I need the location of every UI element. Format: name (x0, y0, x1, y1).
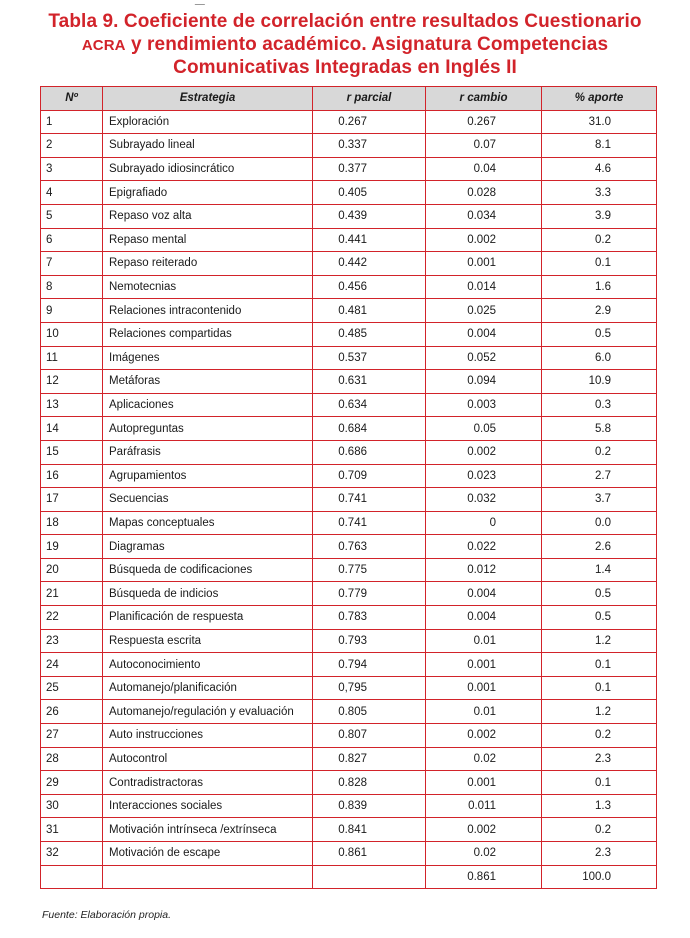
table-row (41, 393, 657, 417)
row-number: 14 (41, 417, 103, 441)
row-r-cambio: 0.002 (426, 724, 542, 748)
table-row (41, 676, 657, 700)
row-estrategia: Repaso voz alta (103, 204, 313, 228)
row-estrategia: Contradistractoras (103, 771, 313, 795)
row-number: 25 (41, 676, 103, 700)
row-number: 26 (41, 700, 103, 724)
row-r-parcial: 0.828 (313, 771, 426, 795)
row-estrategia: Exploración (103, 110, 313, 134)
row-estrategia (103, 865, 313, 889)
row-number: 10 (41, 322, 103, 346)
row-r-cambio: 0 (426, 511, 542, 535)
row-r-parcial: 0.456 (313, 275, 426, 299)
table-row (41, 134, 657, 158)
row-r-cambio: 0.028 (426, 181, 542, 205)
table-body (41, 110, 657, 889)
table-row (41, 440, 657, 464)
row-number: 30 (41, 794, 103, 818)
row-aporte: 0.1 (542, 653, 657, 677)
table-row (41, 346, 657, 370)
row-number: 15 (41, 440, 103, 464)
row-number: 9 (41, 299, 103, 323)
row-r-parcial: 0.794 (313, 653, 426, 677)
row-r-parcial: 0.741 (313, 488, 426, 512)
row-aporte: 0.2 (542, 440, 657, 464)
row-aporte: 4.6 (542, 157, 657, 181)
table-row (41, 771, 657, 795)
row-number: 31 (41, 818, 103, 842)
table-row (41, 865, 657, 889)
row-number: 16 (41, 464, 103, 488)
table-row (41, 370, 657, 394)
table-row (41, 417, 657, 441)
title-line-1: Tabla 9. Coeficiente de correlación entre resultados Cuestionario (48, 11, 642, 32)
table-row (41, 299, 657, 323)
row-estrategia: Búsqueda de indicios (103, 582, 313, 606)
table-row (41, 724, 657, 748)
row-r-parcial: 0.709 (313, 464, 426, 488)
row-r-cambio: 0.07 (426, 134, 542, 158)
row-aporte: 0.1 (542, 252, 657, 276)
row-r-cambio: 0.861 (426, 865, 542, 889)
row-number: 29 (41, 771, 103, 795)
row-r-parcial: 0.763 (313, 535, 426, 559)
row-estrategia: Relaciones compartidas (103, 322, 313, 346)
row-r-parcial: 0.827 (313, 747, 426, 771)
row-r-cambio: 0.014 (426, 275, 542, 299)
source-note: Fuente: Elaboración propia. (42, 909, 171, 921)
row-number: 4 (41, 181, 103, 205)
row-r-cambio: 0.002 (426, 440, 542, 464)
row-aporte: 0.2 (542, 724, 657, 748)
row-aporte: 2.6 (542, 535, 657, 559)
row-number: 28 (41, 747, 103, 771)
table-row (41, 464, 657, 488)
row-aporte: 3.9 (542, 204, 657, 228)
row-number: 18 (41, 511, 103, 535)
row-r-parcial (313, 865, 426, 889)
row-number (41, 865, 103, 889)
row-r-cambio: 0.001 (426, 252, 542, 276)
row-r-parcial: 0.439 (313, 204, 426, 228)
row-estrategia: Mapas conceptuales (103, 511, 313, 535)
row-r-cambio: 0.034 (426, 204, 542, 228)
row-r-cambio: 0.02 (426, 842, 542, 866)
table-row (41, 700, 657, 724)
row-r-parcial: 0.377 (313, 157, 426, 181)
row-aporte: 2.3 (542, 842, 657, 866)
row-estrategia: Epigrafiado (103, 181, 313, 205)
title-line-3: Comunicativas Integradas en Inglés II (173, 57, 517, 78)
header-r-cambio: r cambio (426, 87, 542, 111)
table-row (41, 535, 657, 559)
row-estrategia: Motivación de escape (103, 842, 313, 866)
table-row (41, 558, 657, 582)
row-r-cambio: 0.001 (426, 653, 542, 677)
row-number: 13 (41, 393, 103, 417)
row-estrategia: Relaciones intracontenido (103, 299, 313, 323)
title-line-2-rest: y rendimiento académico. Asignatura Competencias (125, 33, 609, 55)
header-estrategia: Estrategia (103, 87, 313, 111)
row-aporte: 0.1 (542, 676, 657, 700)
row-estrategia: Aplicaciones (103, 393, 313, 417)
title-line-2 (0, 34, 690, 58)
row-estrategia: Automanejo/regulación y evaluación (103, 700, 313, 724)
row-aporte: 0.2 (542, 818, 657, 842)
table-row (41, 747, 657, 771)
row-estrategia: Imágenes (103, 346, 313, 370)
table-row (41, 842, 657, 866)
row-aporte: 0.3 (542, 393, 657, 417)
row-r-cambio: 0.011 (426, 794, 542, 818)
row-estrategia: Planificación de respuesta (103, 606, 313, 630)
row-number: 32 (41, 842, 103, 866)
row-number: 12 (41, 370, 103, 394)
row-r-cambio: 0.052 (426, 346, 542, 370)
table-title (0, 11, 690, 80)
page-edge-mark (195, 0, 208, 5)
table-row (41, 488, 657, 512)
row-r-parcial: 0.631 (313, 370, 426, 394)
row-r-parcial: 0.741 (313, 511, 426, 535)
table-row (41, 252, 657, 276)
row-r-parcial: 0.841 (313, 818, 426, 842)
table-row (41, 181, 657, 205)
row-r-parcial: 0,795 (313, 676, 426, 700)
row-r-cambio: 0.012 (426, 558, 542, 582)
row-r-cambio: 0.001 (426, 771, 542, 795)
table-row (41, 653, 657, 677)
row-estrategia: Diagramas (103, 535, 313, 559)
row-aporte: 8.1 (542, 134, 657, 158)
row-estrategia: Automanejo/planificación (103, 676, 313, 700)
row-r-parcial: 0.441 (313, 228, 426, 252)
row-aporte: 0.5 (542, 582, 657, 606)
row-number: 1 (41, 110, 103, 134)
title-acra: ACRA (81, 36, 126, 54)
row-estrategia: Subrayado lineal (103, 134, 313, 158)
row-aporte: 0.5 (542, 606, 657, 630)
row-r-parcial: 0.793 (313, 629, 426, 653)
header-aporte: % aporte (542, 87, 657, 111)
row-r-parcial: 0.686 (313, 440, 426, 464)
row-r-cambio: 0.004 (426, 582, 542, 606)
row-r-cambio: 0.01 (426, 629, 542, 653)
row-r-cambio: 0.002 (426, 228, 542, 252)
row-r-cambio: 0.001 (426, 676, 542, 700)
row-estrategia: Paráfrasis (103, 440, 313, 464)
row-r-parcial: 0.634 (313, 393, 426, 417)
row-number: 6 (41, 228, 103, 252)
row-aporte: 1.2 (542, 700, 657, 724)
row-number: 3 (41, 157, 103, 181)
row-estrategia: Autocontrol (103, 747, 313, 771)
row-estrategia: Autoconocimiento (103, 653, 313, 677)
row-r-parcial: 0.337 (313, 134, 426, 158)
row-number: 23 (41, 629, 103, 653)
row-estrategia: Secuencias (103, 488, 313, 512)
row-estrategia: Repaso mental (103, 228, 313, 252)
correlation-table (40, 86, 657, 889)
row-number: 20 (41, 558, 103, 582)
row-r-cambio: 0.02 (426, 747, 542, 771)
row-number: 17 (41, 488, 103, 512)
row-r-cambio: 0.002 (426, 818, 542, 842)
row-r-cambio: 0.022 (426, 535, 542, 559)
row-r-cambio: 0.032 (426, 488, 542, 512)
row-r-parcial: 0.775 (313, 558, 426, 582)
row-r-cambio: 0.04 (426, 157, 542, 181)
row-estrategia: Auto instrucciones (103, 724, 313, 748)
table-row (41, 582, 657, 606)
row-number: 7 (41, 252, 103, 276)
row-r-cambio: 0.267 (426, 110, 542, 134)
row-number: 5 (41, 204, 103, 228)
row-aporte: 2.3 (542, 747, 657, 771)
row-aporte: 0.5 (542, 322, 657, 346)
row-aporte: 1.4 (542, 558, 657, 582)
row-number: 24 (41, 653, 103, 677)
table-row (41, 204, 657, 228)
row-r-parcial: 0.481 (313, 299, 426, 323)
row-number: 8 (41, 275, 103, 299)
row-estrategia: Interacciones sociales (103, 794, 313, 818)
row-number: 19 (41, 535, 103, 559)
row-r-cambio: 0.023 (426, 464, 542, 488)
row-r-parcial: 0.779 (313, 582, 426, 606)
row-aporte: 1.3 (542, 794, 657, 818)
row-aporte: 5.8 (542, 417, 657, 441)
header-r-parcial: r parcial (313, 87, 426, 111)
row-aporte: 1.2 (542, 629, 657, 653)
row-r-cambio: 0.004 (426, 606, 542, 630)
row-r-parcial: 0.684 (313, 417, 426, 441)
row-aporte: 100.0 (542, 865, 657, 889)
row-aporte: 3.3 (542, 181, 657, 205)
header-n: Nº (41, 87, 103, 111)
table-row (41, 157, 657, 181)
row-r-parcial: 0.861 (313, 842, 426, 866)
row-estrategia: Subrayado idiosincrático (103, 157, 313, 181)
row-aporte: 0.1 (542, 771, 657, 795)
table-row (41, 110, 657, 134)
row-aporte: 6.0 (542, 346, 657, 370)
row-estrategia: Búsqueda de codificaciones (103, 558, 313, 582)
table-row (41, 606, 657, 630)
table-header-row (41, 87, 657, 111)
row-aporte: 0.2 (542, 228, 657, 252)
row-aporte: 31.0 (542, 110, 657, 134)
table-row (41, 818, 657, 842)
table-row (41, 275, 657, 299)
table-row (41, 228, 657, 252)
row-number: 2 (41, 134, 103, 158)
table-row (41, 322, 657, 346)
row-number: 21 (41, 582, 103, 606)
row-r-cambio: 0.05 (426, 417, 542, 441)
row-aporte: 0.0 (542, 511, 657, 535)
table-row (41, 629, 657, 653)
table-row (41, 511, 657, 535)
row-aporte: 1.6 (542, 275, 657, 299)
row-number: 27 (41, 724, 103, 748)
row-r-cambio: 0.003 (426, 393, 542, 417)
row-number: 22 (41, 606, 103, 630)
row-aporte: 2.9 (542, 299, 657, 323)
row-r-cambio: 0.01 (426, 700, 542, 724)
row-r-cambio: 0.004 (426, 322, 542, 346)
row-aporte: 3.7 (542, 488, 657, 512)
row-r-parcial: 0.839 (313, 794, 426, 818)
row-estrategia: Metáforas (103, 370, 313, 394)
row-estrategia: Respuesta escrita (103, 629, 313, 653)
row-r-cambio: 0.025 (426, 299, 542, 323)
row-aporte: 10.9 (542, 370, 657, 394)
row-estrategia: Nemotecnias (103, 275, 313, 299)
row-number: 11 (41, 346, 103, 370)
row-aporte: 2.7 (542, 464, 657, 488)
row-r-parcial: 0.783 (313, 606, 426, 630)
row-estrategia: Motivación intrínseca /extrínseca (103, 818, 313, 842)
row-r-parcial: 0.805 (313, 700, 426, 724)
row-r-parcial: 0.485 (313, 322, 426, 346)
table-row (41, 794, 657, 818)
row-r-parcial: 0.537 (313, 346, 426, 370)
row-r-parcial: 0.405 (313, 181, 426, 205)
row-r-parcial: 0.807 (313, 724, 426, 748)
row-r-parcial: 0.442 (313, 252, 426, 276)
row-r-cambio: 0.094 (426, 370, 542, 394)
row-estrategia: Repaso reiterado (103, 252, 313, 276)
row-r-parcial: 0.267 (313, 110, 426, 134)
row-estrategia: Agrupamientos (103, 464, 313, 488)
row-estrategia: Autopreguntas (103, 417, 313, 441)
